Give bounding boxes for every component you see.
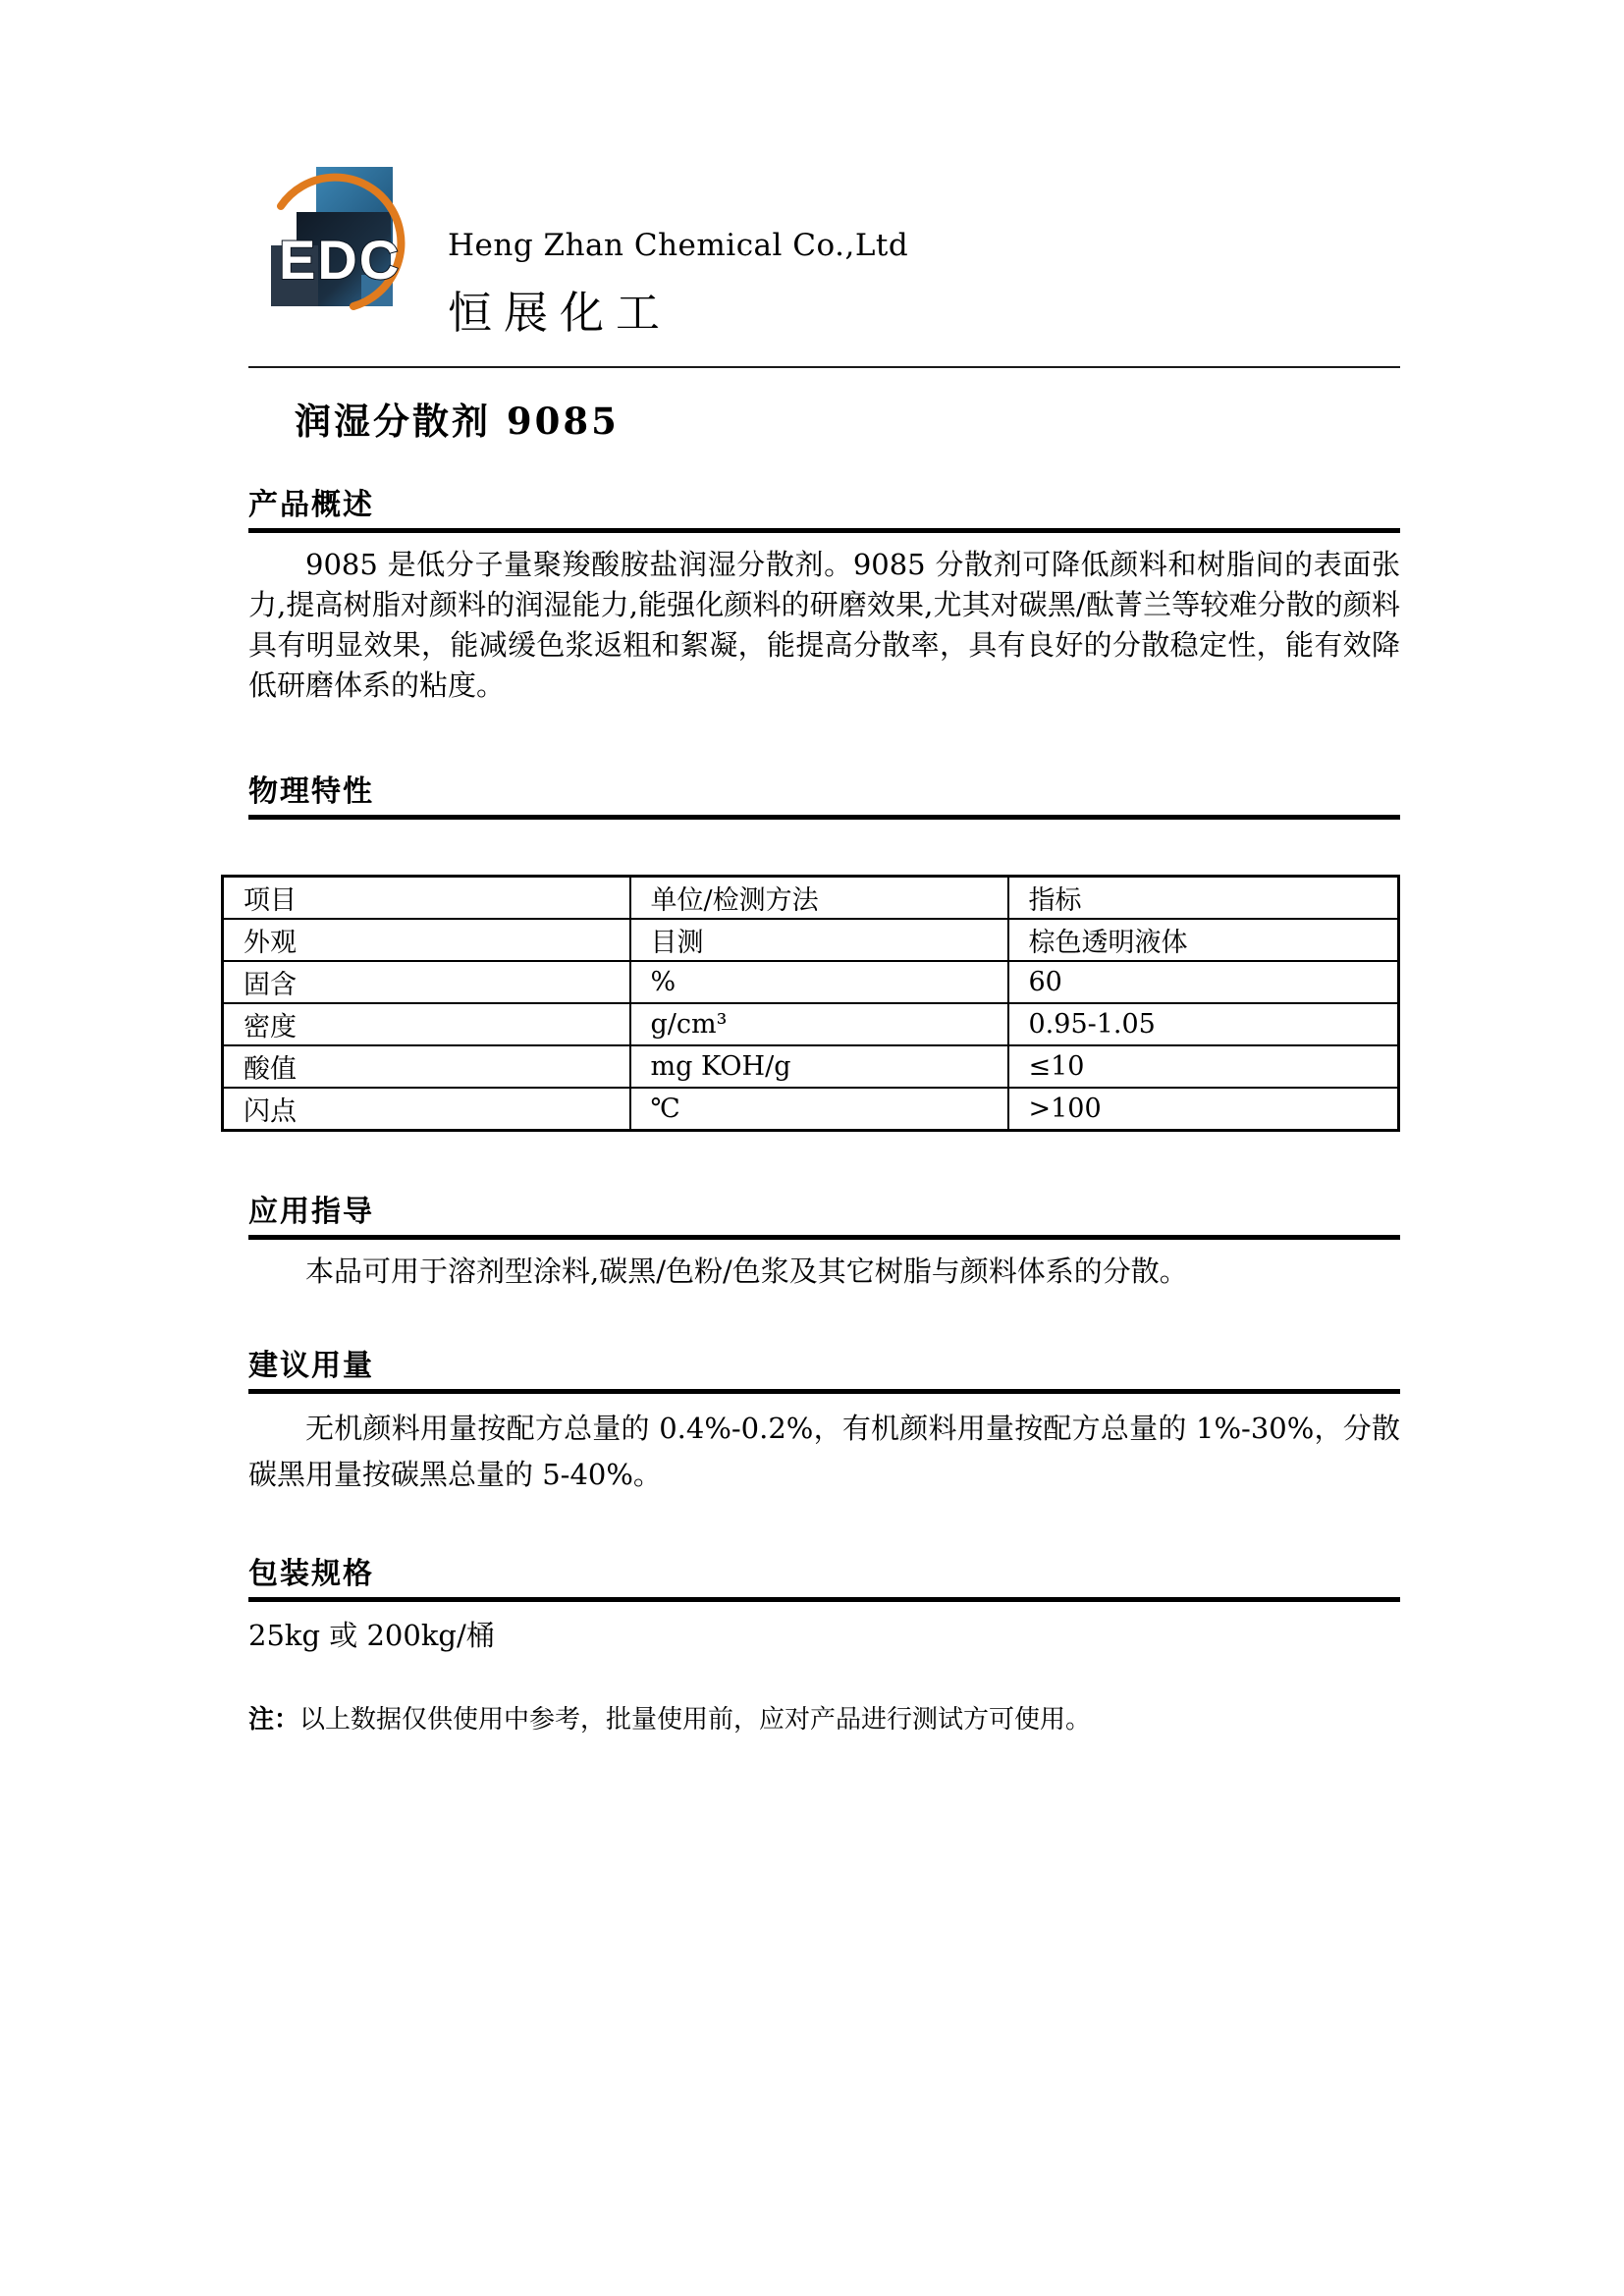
footnote-text: 以上数据仅供使用中参考，批量使用前，应对产品进行测试方可使用。 — [299, 1705, 1092, 1735]
cell-unit: % — [630, 961, 1008, 1003]
table-row — [223, 1088, 1399, 1131]
cell-item: 密度 — [223, 1003, 630, 1045]
cell-unit: 目测 — [630, 919, 1008, 961]
table-row — [223, 961, 1399, 1003]
table-header-row — [223, 877, 1399, 920]
header-divider — [248, 366, 1400, 368]
cell-value: 棕色透明液体 — [1008, 919, 1399, 961]
cell-value: 0.95-1.05 — [1008, 1003, 1399, 1045]
col-header-spec: 指标 — [1008, 877, 1399, 920]
cell-item: 酸值 — [223, 1045, 630, 1088]
application-paragraph: 本品可用于溶剂型涂料,碳黑/色粉/色浆及其它树脂与颜料体系的分散。 — [305, 1255, 1188, 1288]
overview-paragraph: 9085 是低分子量聚羧酸胺盐润湿分散剂。9085 分散剂可降低颜料和树脂间的表面张力,提高树脂对颜料的润湿能力,能强化颜料的研磨效果,尤其对碳黑/酞菁兰等较难分散的颜料具有明显效果，能减缓色浆返粗和絮凝，能提高分散率，具有良好的分散稳定性，能有效降低研磨体系的粘度。 — [248, 548, 1400, 702]
section-heading-packaging: 包装规格 — [248, 1549, 1400, 1602]
footnote — [248, 1699, 1400, 1735]
dosage-paragraph: 无机颜料用量按配方总量的 0.4%-0.2%，有机颜料用量按配方总量的 1%-30%，分散碳黑用量按碳黑总量的 5-40%。 — [248, 1412, 1400, 1491]
footnote-label: 注： — [248, 1705, 300, 1735]
svg-text:EDC: EDC — [279, 229, 402, 291]
section-heading-application: 应用指导 — [248, 1187, 1400, 1240]
table-row — [223, 919, 1399, 961]
document-header — [263, 0, 1400, 341]
col-header-unit: 单位/检测方法 — [630, 877, 1008, 920]
company-names — [448, 157, 908, 341]
cell-unit: g/cm³ — [630, 1003, 1008, 1045]
cell-value: 60 — [1008, 961, 1399, 1003]
product-title: 润湿分散剂 9085 — [295, 400, 620, 443]
section-heading-dosage: 建议用量 — [248, 1341, 1400, 1394]
edc-logo — [263, 157, 420, 326]
cell-item: 固含 — [223, 961, 630, 1003]
packaging-spec: 25kg 或 200kg/桶 — [248, 1619, 495, 1652]
section-heading-physical: 物理特性 — [248, 767, 1400, 820]
company-name-cn: 恒展化工 — [448, 287, 673, 339]
col-header-item: 项目 — [223, 877, 630, 920]
cell-value: ≤10 — [1008, 1045, 1399, 1088]
physical-properties-table — [221, 875, 1400, 1132]
section-heading-overview: 产品概述 — [248, 480, 1400, 533]
edc-logo-icon — [263, 157, 420, 326]
table-row — [223, 1003, 1399, 1045]
table-row — [223, 1045, 1399, 1088]
cell-unit: mg KOH/g — [630, 1045, 1008, 1088]
cell-value: >100 — [1008, 1088, 1399, 1131]
cell-item: 闪点 — [223, 1088, 630, 1131]
cell-item: 外观 — [223, 919, 630, 961]
cell-unit: ℃ — [630, 1088, 1008, 1131]
company-name-en: Heng Zhan Chemical Co.,Ltd — [448, 228, 909, 263]
